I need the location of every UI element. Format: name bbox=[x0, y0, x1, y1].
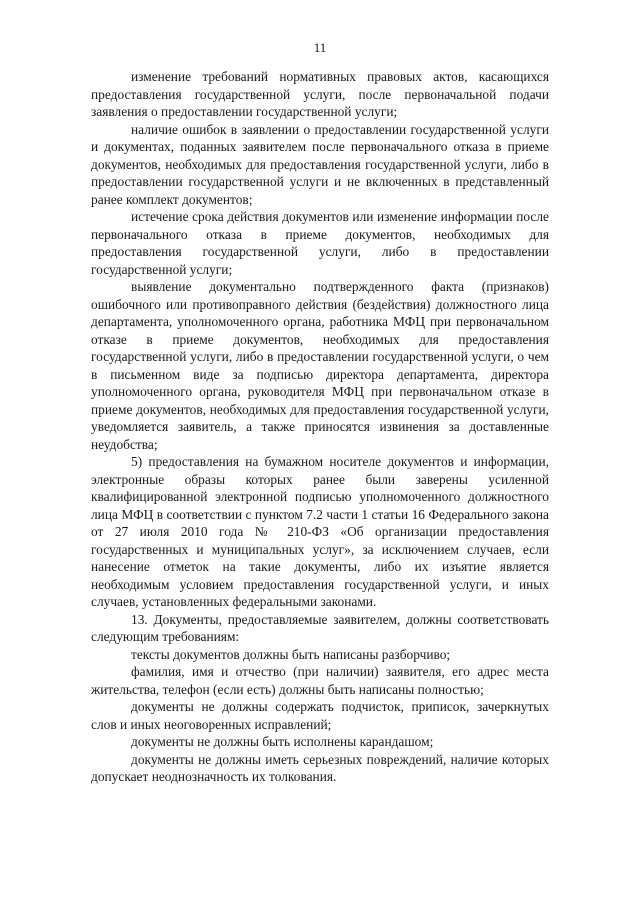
paragraph: фамилия, имя и отчество (при наличии) заявителя, его адрес места жительства, телефон (если есть) должны быть написаны полностью; bbox=[91, 664, 549, 697]
paragraph: наличие ошибок в заявлении о предоставлении государственной услуги и документах, поданных заявителем после первоначального отказа в приеме документов, необходимых для предоставления государственной услуги, либо в предоставлении государственной услуги и не включенных в представленный ранее комплект документов; bbox=[91, 121, 549, 207]
paragraph: 5) предоставления на бумажном носителе документов и информации, электронные образы которых ранее были заверены усиленной квалифицированной электронной подписью уполномоченного должностного лица МФЦ в соответствии с пунктом 7.2 части 1 статьи 16 Федерального закона от 27 июля 2010 года № 210-ФЗ «Об организации предоставления государственных и муниципальных услуг», за исключением случаев, если нанесение отметок на такие документы, либо их изъятие является необходимым условием предоставления государственной услуги, и иных случаев, установленных федеральными законами. bbox=[91, 454, 549, 609]
paragraph: 13. Документы, предоставляемые заявителем, должны соответствовать следующим требованиям: bbox=[91, 611, 549, 644]
paragraph: истечение срока действия документов или изменение информации после первоначального отказа в приеме документов, необходимых для предоставления государственной услуги, либо в предоставлении государственной услуги; bbox=[91, 209, 549, 277]
paragraph: изменение требований нормативных правовых актов, касающихся предоставления государственной услуги, после первоначальной подачи заявления о предоставлении государственной услуги; bbox=[91, 69, 549, 119]
paragraph: выявление документально подтвержденного факта (признаков) ошибочного или противоправного действия (бездействия) должностного лица департамента, уполномоченного органа, работника МФЦ при первоначальном отказе в приеме документов, необходимых для предоставления государственной услуги, либо в предоставлении государственной услуги, о чем в письменном виде за подписью директора департамента, директора уполномоченного органа, руководителя МФЦ при первоначальном отказе в приеме документов, необходимых для предоставления государственной услуги, уведомляется заявитель, а также приносятся извинения за доставленные неудобства; bbox=[91, 279, 549, 452]
document-body bbox=[91, 68, 549, 786]
paragraph: тексты документов должны быть написаны разборчиво; bbox=[131, 646, 451, 662]
paragraph: документы не должны быть исполнены карандашом; bbox=[131, 734, 434, 749]
paragraph: документы не должны содержать подчисток, приписок, зачеркнутых слов и иных неоговоренных исправлений; bbox=[91, 699, 549, 732]
paragraph: документы не должны иметь серьезных повреждений, наличие которых допускает неоднозначность их толкования. bbox=[91, 751, 549, 784]
page-number: 11 bbox=[313, 40, 327, 55]
